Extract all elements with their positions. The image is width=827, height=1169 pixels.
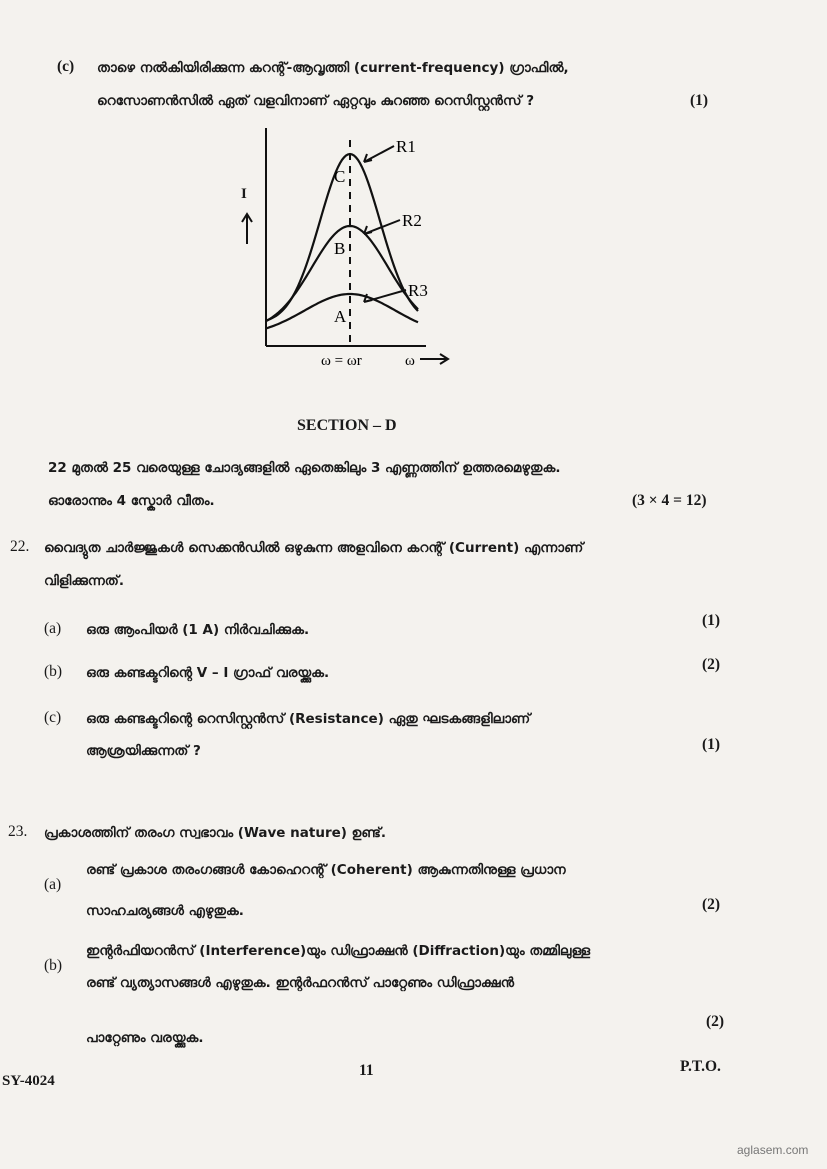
q23b-label: (b) — [44, 957, 63, 974]
y-arrow-icon — [240, 212, 254, 246]
q22c-text-1: ഒരു കണ്ടക്ടറിന്റെ റെസിസ്റ്റൻസ് (Resistance) ഏതു ഘടകങ്ങളിലാണ് — [86, 711, 531, 727]
pointer-arrow-R3 — [364, 290, 406, 302]
q22-stem-1: വൈദ്യുത ചാർജ്ജുകൾ സെക്കൻഡിൽ ഒഴുകുന്ന അളവിനെ കറന്റ് (Current) എന്നാണ് — [44, 540, 584, 556]
curve-label-R3: R3 — [408, 281, 428, 300]
q23a-text-1: രണ്ട് പ്രകാശ തരംഗങ്ങൾ കോഹെറന്റ് (Coherent) ആകുന്നതിനുള്ള പ്രധാന — [86, 862, 566, 878]
resonance-label: ω = ωr — [321, 353, 362, 369]
q22-number: 22. — [10, 538, 30, 555]
q22b-label: (b) — [44, 663, 63, 680]
peak-label-B: B — [334, 239, 346, 258]
x-arrow-icon — [420, 354, 448, 364]
q22-stem-2: വിളിക്കുന്നത്. — [44, 573, 125, 589]
page-number: 11 — [359, 1062, 374, 1079]
q21c-label: (c) — [57, 58, 75, 75]
q23-stem: പ്രകാശത്തിന് തരംഗ സ്വഭാവം (Wave nature) ഉണ്ട്. — [44, 825, 386, 841]
q22a-label: (a) — [44, 620, 62, 637]
section-instruction-2: ഓരോന്നും 4 സ്കോർ വീതം. — [48, 493, 215, 509]
q22c-text-2: ആശ്രയിക്കുന്നത് ? — [86, 743, 201, 759]
section-total-marks: (3 × 4 = 12) — [632, 492, 707, 509]
q21c-line2: റെസോണൻസിൽ ഏത് വളവിനാണ് ഏറ്റവും കുറഞ്ഞ റെസിസ്റ്റൻസ് ? — [97, 93, 535, 109]
q22b-text: ഒരു കണ്ടക്ടറിന്റെ V – I ഗ്രാഫ് വരയ്ക്കുക. — [86, 665, 330, 681]
paper-code: SY-4024 — [2, 1073, 55, 1089]
watermark: aglasem.com — [737, 1143, 809, 1157]
pointer-arrow-R2 — [364, 220, 400, 234]
curve-label-R2: R2 — [402, 211, 422, 230]
q22a-text: ഒരു ആംപിയർ (1 A) നിർവചിക്കുക. — [86, 622, 310, 638]
q23a-label: (a) — [44, 876, 62, 893]
q23b-text-3: പാറ്റേണും വരയ്ക്കുക. — [86, 1030, 204, 1046]
peak-label-C: C — [334, 167, 346, 186]
q22c-marks: (1) — [702, 736, 721, 753]
q23a-marks: (2) — [702, 896, 721, 913]
section-instruction-1: 22 മുതൽ 25 വരെയുള്ള ചോദ്യങ്ങളിൽ ഏതെങ്കിലും 3 എണ്ണത്തിന് ഉത്തരമെഴുതുക. — [48, 460, 561, 476]
q22a-marks: (1) — [702, 612, 721, 629]
q23b-text-2: രണ്ട് വ്യത്യാസങ്ങൾ എഴുതുക. ഇന്റർഫറൻസ് പാറ്റേണും ഡിഫ്രാക്ഷൻ — [86, 975, 515, 991]
y-axis-label: I — [241, 186, 247, 202]
q22c-label: (c) — [44, 709, 62, 726]
peak-label-A: A — [334, 307, 347, 326]
q21c-marks: (1) — [690, 92, 709, 109]
q23b-marks: (2) — [706, 1013, 725, 1030]
q21c-line1: താഴെ നൽകിയിരിക്കുന്ന കറന്റ്-ആവൃത്തി (current-frequency) ഗ്രാഫിൽ, — [97, 60, 569, 76]
q22b-marks: (2) — [702, 656, 721, 673]
current-frequency-graph — [250, 120, 480, 380]
q23a-text-2: സാഹചര്യങ്ങൾ എഴുതുക. — [86, 903, 244, 919]
x-axis-label: ω — [405, 353, 415, 369]
pto-label: P.T.O. — [680, 1058, 721, 1075]
q23b-text-1: ഇന്റർഫിയറൻസ് (Interference)യും ഡിഫ്രാക്ഷൻ (Diffraction)യും തമ്മിലുള്ള — [86, 943, 591, 959]
curve-label-R1: R1 — [396, 137, 416, 156]
pointer-arrow-R1 — [364, 146, 394, 162]
section-title: SECTION – D — [297, 417, 397, 434]
q23-number: 23. — [8, 823, 28, 840]
